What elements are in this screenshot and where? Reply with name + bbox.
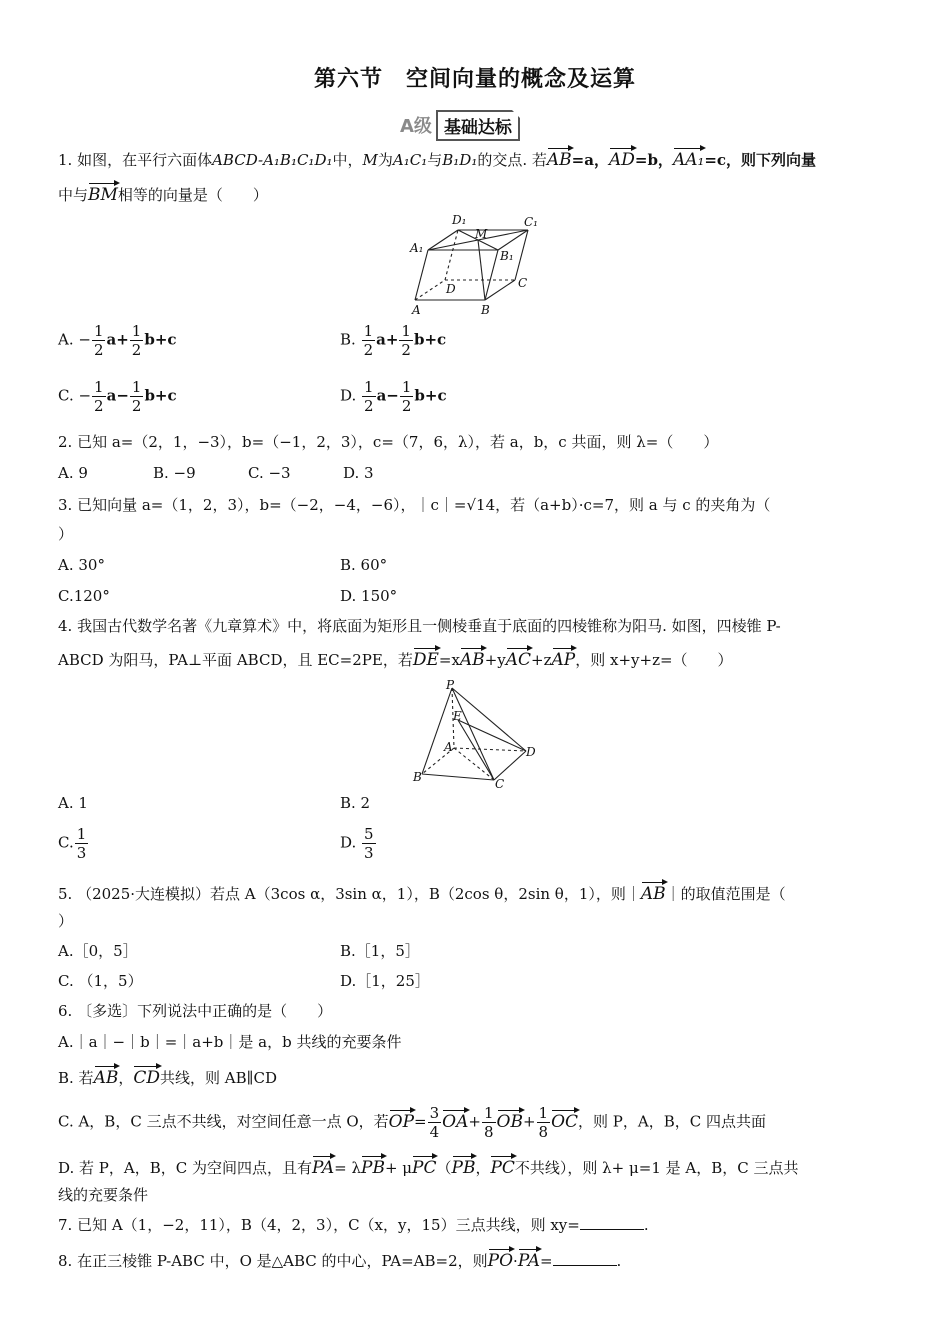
q4-line1: 4. 我国古代数学名著《九章算术》中，将底面为矩形且一侧棱垂直于底面的四棱锥称为阳马. 如图，四棱锥 P- — [58, 617, 781, 635]
q5-text: 5. （2025·大连模拟）若点 A（3cos α，3sin α，1），B（2cos θ，2sin θ，1），则｜AB｜的取值范围是（ — [58, 879, 786, 905]
label-c1: C₁ — [524, 215, 538, 229]
q6-option-d-cont: 线的充要条件 — [58, 1186, 149, 1204]
q3-option-d[interactable]: D. 150° — [340, 587, 398, 605]
label-m: M — [475, 227, 488, 241]
page-title: 第六节 空间向量的概念及运算 — [313, 67, 636, 92]
vector-po: PO — [488, 1246, 513, 1272]
vector-ad: AD — [609, 145, 635, 171]
vector-ac: AC — [506, 645, 531, 671]
q1-option-a[interactable]: A. − $\frac{1}{2}$ a+ $\frac{1}{2}$ b+c — [58, 322, 177, 359]
vector-de: DE — [413, 645, 439, 671]
vector-op: OP — [389, 1107, 414, 1133]
q5-tail: ） — [58, 912, 74, 930]
q5-option-b[interactable]: B.［1，5］ — [340, 942, 420, 960]
vector-pa: PA — [312, 1153, 334, 1179]
vector-ab: AB — [641, 879, 666, 905]
label-e: E — [453, 709, 462, 723]
label-c: C — [495, 777, 505, 791]
q1-option-c[interactable]: C. − $\frac{1}{2}$ a− $\frac{1}{2}$ b+c — [58, 378, 177, 415]
label-a: A — [412, 303, 421, 317]
q1-line2: 中与BM相等的向量是（ ） — [58, 180, 268, 206]
label-c: C — [518, 276, 528, 290]
q2-option-c[interactable]: C. −3 — [248, 464, 291, 482]
q6-option-a[interactable]: A.｜a｜−｜b｜=｜a+b｜是 a，b 共线的充要条件 — [58, 1033, 402, 1051]
q7-text: 7. 已知 A（1，−2，11），B（4，2，3），C（x，y，15）三点共线，则 xy= . — [58, 1216, 649, 1234]
q3-option-a[interactable]: A. 30° — [58, 556, 105, 574]
q5-option-a[interactable]: A.［0，5］ — [58, 942, 138, 960]
label-d: D — [526, 745, 536, 759]
q6-text: 6. 〔多选〕下列说法中正确的是（ ） — [58, 1002, 333, 1020]
label-b1: B₁ — [500, 249, 514, 263]
label-d: D — [446, 282, 456, 296]
q5-option-c[interactable]: C. （1，5） — [58, 972, 143, 990]
label-p: P — [446, 678, 455, 692]
vector-oa: OA — [442, 1107, 468, 1133]
q5-option-d[interactable]: D.［1，25］ — [340, 972, 430, 990]
pyramid-figure — [408, 676, 548, 794]
q4-option-c[interactable]: C. $\frac{1}{3}$ — [58, 825, 87, 862]
q8-text: 8. 在正三棱锥 P-ABC 中，O 是△ABC 的中心，PA=AB=2，则PO·PA= . — [58, 1246, 621, 1272]
q6-option-c[interactable]: C. A，B，C 三点不共线，对空间任意一点 O，若OP= $\frac{3}{4}$ OA+ $\frac{1}{8}$ OB+ $\frac{1}{8}$ OC，则 P，A，B，C 四点共面 — [58, 1104, 766, 1141]
answer-blank[interactable] — [580, 1215, 644, 1230]
label-d1: D₁ — [452, 213, 467, 227]
q1-option-b[interactable]: B. $\frac{1}{2}$ a+ $\frac{1}{2}$ b+c — [340, 322, 447, 359]
vector-bm: BM — [88, 180, 118, 206]
level-badge — [400, 110, 520, 140]
q6-option-b[interactable]: B. 若AB，CD共线，则 AB∥CD — [58, 1063, 277, 1089]
vector-oc: OC — [551, 1107, 578, 1133]
q2-option-d[interactable]: D. 3 — [343, 464, 374, 482]
parallelepiped-figure — [400, 208, 550, 323]
q2-option-a[interactable]: A. 9 — [58, 464, 88, 482]
q1-line1: 1. 如图，在平行六面体ABCD-A₁B₁C₁D₁中，M为A₁C₁与B₁D₁的交点. 若AB=a，AD=b，AA₁=c，则下列向量 — [58, 145, 816, 171]
vector-aa1: AA₁ — [673, 145, 704, 171]
vector-ab: AB — [460, 645, 485, 671]
q4-option-d[interactable]: D. $\frac{5}{3}$ — [340, 825, 374, 862]
q3-option-b[interactable]: B. 60° — [340, 556, 388, 574]
q3-text: 3. 已知向量 a=（1，2，3），b=（−2，−4，−6），｜c｜=√14，若（a+b）·c=7，则 a 与 c 的夹角为（ — [58, 496, 771, 514]
vector-ob: OB — [497, 1107, 523, 1133]
q4-option-b[interactable]: B. 2 — [340, 794, 371, 812]
level-label: A级 — [400, 116, 432, 137]
q3-option-c[interactable]: C.120° — [58, 587, 110, 605]
q3-tail: ） — [58, 525, 74, 543]
vector-ab: AB — [94, 1063, 119, 1089]
vector-cd: CD — [133, 1063, 160, 1089]
q4-option-a[interactable]: A. 1 — [58, 794, 88, 812]
section-label: 基础达标 — [436, 110, 520, 141]
label-a: A — [444, 740, 453, 754]
vector-pa: PA — [518, 1246, 540, 1272]
vector-pb: PB — [452, 1153, 476, 1179]
label-b: B — [413, 770, 422, 784]
vector-pc: PC — [412, 1153, 436, 1179]
q6-option-d[interactable]: D. 若 P，A，B，C 为空间四点，且有PA= λPB+ μPC（PB，PC不共线），则 λ+ μ=1 是 A，B，C 三点共 — [58, 1153, 799, 1179]
vector-pb: PB — [361, 1153, 385, 1179]
q1-option-d[interactable]: D. $\frac{1}{2}$ a− $\frac{1}{2}$ b+c — [340, 378, 447, 415]
vector-ap: AP — [552, 645, 576, 671]
vector-pc: PC — [490, 1153, 514, 1179]
label-b: B — [481, 303, 490, 317]
vector-ab: AB — [547, 145, 572, 171]
q4-line2: ABCD 为阳马，PA⊥平面 ABCD，且 EC=2PE，若DE=xAB+yAC+zAP，则 x+y+z=（ ） — [58, 645, 733, 671]
label-a1: A₁ — [410, 241, 424, 255]
answer-blank[interactable] — [553, 1251, 617, 1266]
q2-text: 2. 已知 a=（2，1，−3），b=（−1，2，3），c=（7，6，λ），若 a，b，c 共面，则 λ=（ ） — [58, 433, 719, 451]
q2-option-b[interactable]: B. −9 — [153, 464, 196, 482]
